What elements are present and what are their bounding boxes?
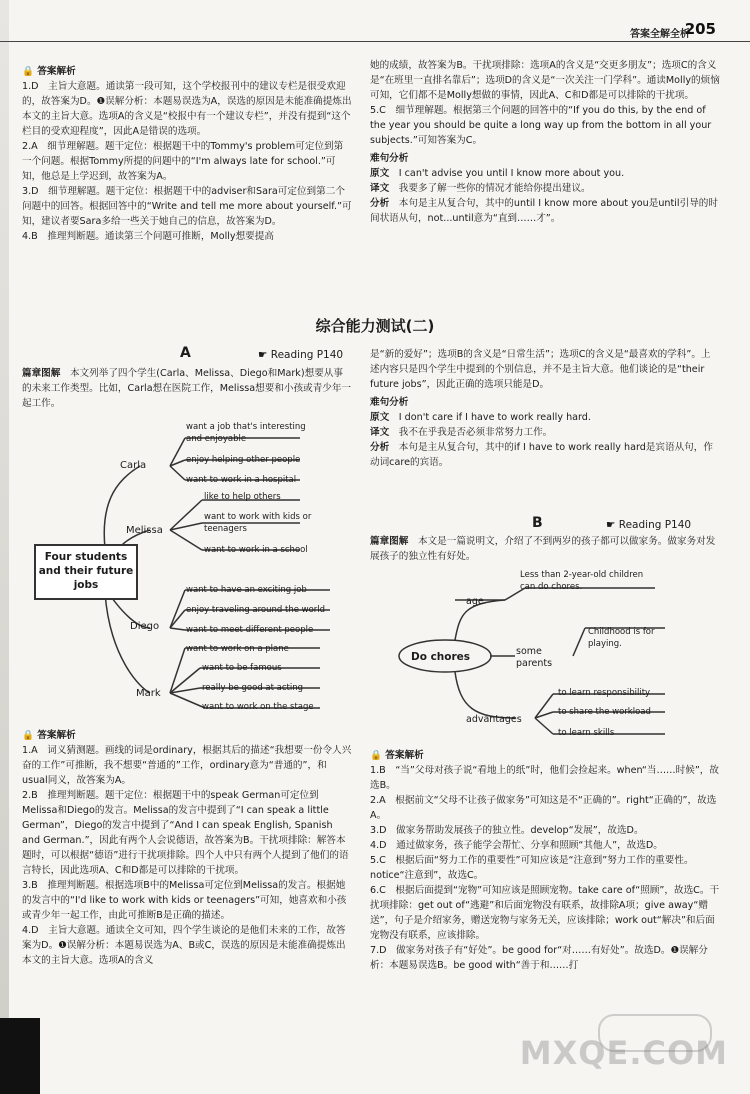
analysis: 分析 本句是主从复合句，其中的if I have to work really hard是宾语从句，作动词care的宾语。 (370, 442, 713, 468)
header-rule (0, 41, 750, 42)
header-brand: 答案全解全析 (630, 29, 690, 40)
mindmap-student: Diego (130, 621, 160, 632)
answer-item: 5.C 根据后面“努力工作的重要性”可知应该是“注意到”努力工作的重要性。notice“注意到”，故选C。 (370, 855, 694, 881)
page-edge-shadow (0, 0, 9, 1094)
mindmap-center: Do chores (411, 651, 471, 663)
watermark-text: MXQE.COM (519, 1034, 728, 1072)
answer-item: 4.B 推理判断题。通读第三个问题可推断，Molly想要提高 (22, 231, 274, 242)
mindmap-leaf: to share the workload (558, 707, 651, 717)
mindmap-student: Mark (136, 688, 161, 699)
mindmap-leaf: enjoy helping other people (186, 455, 301, 465)
right-mid-answers (370, 347, 720, 470)
page-number: 205 (684, 20, 716, 38)
analysis: 分析 本句是主从复合句，其中的until I know more about you是until引导的时间状语从句，not...until意为“直到……才”。 (370, 198, 718, 224)
part-a-reading-ref: ☛ Reading P140 (258, 349, 344, 361)
answer-item: 4.D 主旨大意题。通读全文可知，四个学生谈论的是他们未来的工作，故答案为D。❶误解分析：本题易误选为A、B或C，误选的原因是未能准确提炼出本文的主旨大意。选项A的含义 (22, 925, 346, 966)
answers-heading-2: 🔒 答案解析 (22, 730, 76, 741)
mindmap-leaf: to learn responsibility (558, 688, 651, 698)
mindmap-branch: advantages (466, 714, 522, 725)
section-title: 综合能力测试(二) (315, 317, 435, 335)
mindmap-leaf: Childhood is for playing. (588, 627, 655, 649)
answer-item: 3.D 做家务帮助发展孩子的独立性。develop“发展”，故选D。 (370, 825, 644, 836)
mindmap-leaf: want to work on the stage (202, 702, 314, 712)
answer-item: 1.A 词义猜测题。画线的词是ordinary，根据其后的描述“我想要一份令人兴奋的工作”可推断，我不想要“普通的”工作，ordinary意为“普通的”，和usual同义，故答案为A。 (22, 745, 352, 786)
part-b-tag: B (532, 515, 543, 531)
mindmap-leaf: want to work in a school (204, 545, 308, 555)
answer-continued: 她的成绩，故答案为B。干扰项排除：选项A的含义是“交更多朋友”；选项C的含义是“在班里一直排名靠后”；选项D的含义是“一次关注一门学科”。通读Molly的烦恼可知，它们都不是Molly想做的事情，因此A、C和D都是可以排除的干扰项。 (370, 60, 720, 101)
mindmap-leaf: want a job that's interesting and enjoyable (186, 422, 306, 444)
hand-pointer-icon: ☛ (258, 349, 268, 361)
answer-item: 7.D 做家务对孩子有“好处”。be good for“对……有好处”。故选D。❶误解分析：本题易误选B。be good with“善于和……打 (370, 945, 708, 971)
mindmap-branch: some parents (516, 646, 553, 669)
mindmap-student: Carla (120, 460, 147, 471)
answer-item: 4.D 通过做家务，孩子能学会帮忙、分享和照顾“其他人”，故选D。 (370, 840, 663, 851)
mindmap-leaf: want to work on a plane (186, 644, 289, 654)
original-sentence: 原文 I can't advise you until I know more about you. (370, 168, 625, 179)
binding-shadow (0, 1018, 40, 1094)
mindmap-leaf: like to help others (204, 492, 281, 502)
answer-item: 2.A 根据前文“父母不让孩子做家务”可知这是不“正确的”。right“正确的”，故选A。 (370, 795, 717, 821)
answer-item: 2.B 推理判断题。题干定位：根据题干中的speak German可定位到Melissa和Diego的发言。Melissa的发言中提到了“I can speak a little German”，Diego的发言中提到了“And I can speak English, Spanish and German.”，因此有两个人会说德语，故答案为B。干扰项排除：解答本题时，可以根据“德语”进行干扰项排除。四个人中只有两个人提到了他们的语言特长，因此选项A、C和D都是可以排除的干扰项。 (22, 790, 349, 876)
difficult-sentence-heading: 难句分析 (370, 153, 409, 164)
mindmap-leaf: to learn skills (558, 728, 615, 738)
mindmap-branch: age (466, 596, 484, 607)
answer-item: 3.B 推理判断题。根据选项B中的Melissa可定位到Melissa的发言。根据她的发言中的“I'd like to work with kids or teenagers”可知，她喜欢和小孩或青少年一起工作，由此可推断B是正确的描述。 (22, 880, 347, 921)
mindmap-center-box: Four students and their future jobs (34, 544, 138, 600)
part-b-answers (370, 748, 720, 973)
translation: 译文 我要多了解一些你的情况才能给你提出建议。 (370, 183, 591, 194)
mindmap-leaf: want to have an exciting job (186, 585, 307, 595)
mindmap-leaf: Less than 2-year-old children can do chores. (520, 570, 644, 592)
original-sentence: 原文 I don't care if I have to work really hard. (370, 412, 591, 423)
answer-item: 5.C 细节理解题。根据第三个问题的回答中的“If you do this, by the end of the year you should be quite a long way up from the bottom in all your subjects.”可知答案为C。 (370, 105, 712, 146)
answers-heading-1: 🔒 答案解析 (22, 66, 76, 77)
left-top-answers (22, 64, 352, 244)
mindmap-leaf: want to work in a hospital (186, 475, 297, 485)
answer-continued: 是“新的爱好”；选项B的含义是“日常生活”；选项C的含义是“最喜欢的学科”。上述内容只是四个学生中提到的个别信息，并不是主旨大意。他们谈论的是“their future jobs”，因此正确的选项只能是D。 (370, 349, 711, 390)
mindmap-student: Melissa (126, 525, 163, 536)
mindmap-leaf: want to work with kids or teenagers (204, 512, 312, 534)
mindmap-leaf: want to be famous (202, 663, 282, 673)
answer-item: 6.C 根据后面提到“宠物”可知应该是照顾宠物。take care of“照顾”，故选C。干扰项排除：get out of“逃避”和后面宠物没有联系，故排除A项；give away“赠送”，句子是介绍家务，赠送宠物与家务无关，应该排除；work out“解决”和后面宠物没有联系，应该排除。 (370, 885, 720, 941)
part-a-answers (22, 728, 352, 968)
translation: 译文 我不在乎我是否必须非常努力工作。 (370, 427, 553, 438)
mindmap-leaf: want to meet different people (186, 625, 314, 635)
answer-item: 2.A 细节理解题。题干定位：根据题干中的Tommy's problem可定位到第一个问题。根据Tommy所提的问题中的“I'm always late for school.”可知，他总是上学迟到，故答案为A。 (22, 141, 344, 182)
part-b-summary: 篇章图解 本文是一篇说明文，介绍了不到两岁的孩子都可以做家务。做家务对发展孩子的独立性有好处。 (370, 536, 716, 562)
difficult-sentence-heading: 难句分析 (370, 397, 409, 408)
right-top-answers (370, 58, 720, 226)
hand-pointer-icon: ☛ (606, 519, 616, 531)
mindmap-leaf: really be good at acting (202, 683, 304, 693)
part-b-reading-ref: ☛ Reading P140 (606, 519, 692, 531)
answer-item: 1.B “当”父母对孩子说“看地上的纸”时，他们会捡起来。when“当……时候”，故选B。 (370, 765, 719, 791)
answer-item: 1.D 主旨大意题。通读第一段可知，这个学校报刊中的建议专栏是很受欢迎的，故答案为D。❶误解分析：本题易误选为A，误选的原因是未能准确提炼出本文的主旨大意。选项A的含义是“校报中有一个建议专栏”，并没有提到“这个栏目的受欢迎程度”，因此A是错误的选项。 (22, 81, 352, 137)
answers-heading-3: 🔒 答案解析 (370, 750, 424, 761)
answer-item: 3.D 细节理解题。题干定位：根据题干中的adviser和Sara可定位到第二个问题中的回答。根据回答中的“Write and tell me more about yourself.”可知，建议者要Sara多给一些关于她自己的信息，故答案为D。 (22, 186, 352, 227)
part-a-tag: A (180, 345, 191, 361)
part-a-summary: 篇章图解 本文列举了四个学生(Carla、Melissa、Diego和Mark)想要从事的未来工作类型。比如，Carla想在医院工作，Melissa想要和小孩或青少年一起工作。 (22, 368, 352, 409)
mindmap-leaf: enjoy traveling around the world (186, 605, 326, 615)
